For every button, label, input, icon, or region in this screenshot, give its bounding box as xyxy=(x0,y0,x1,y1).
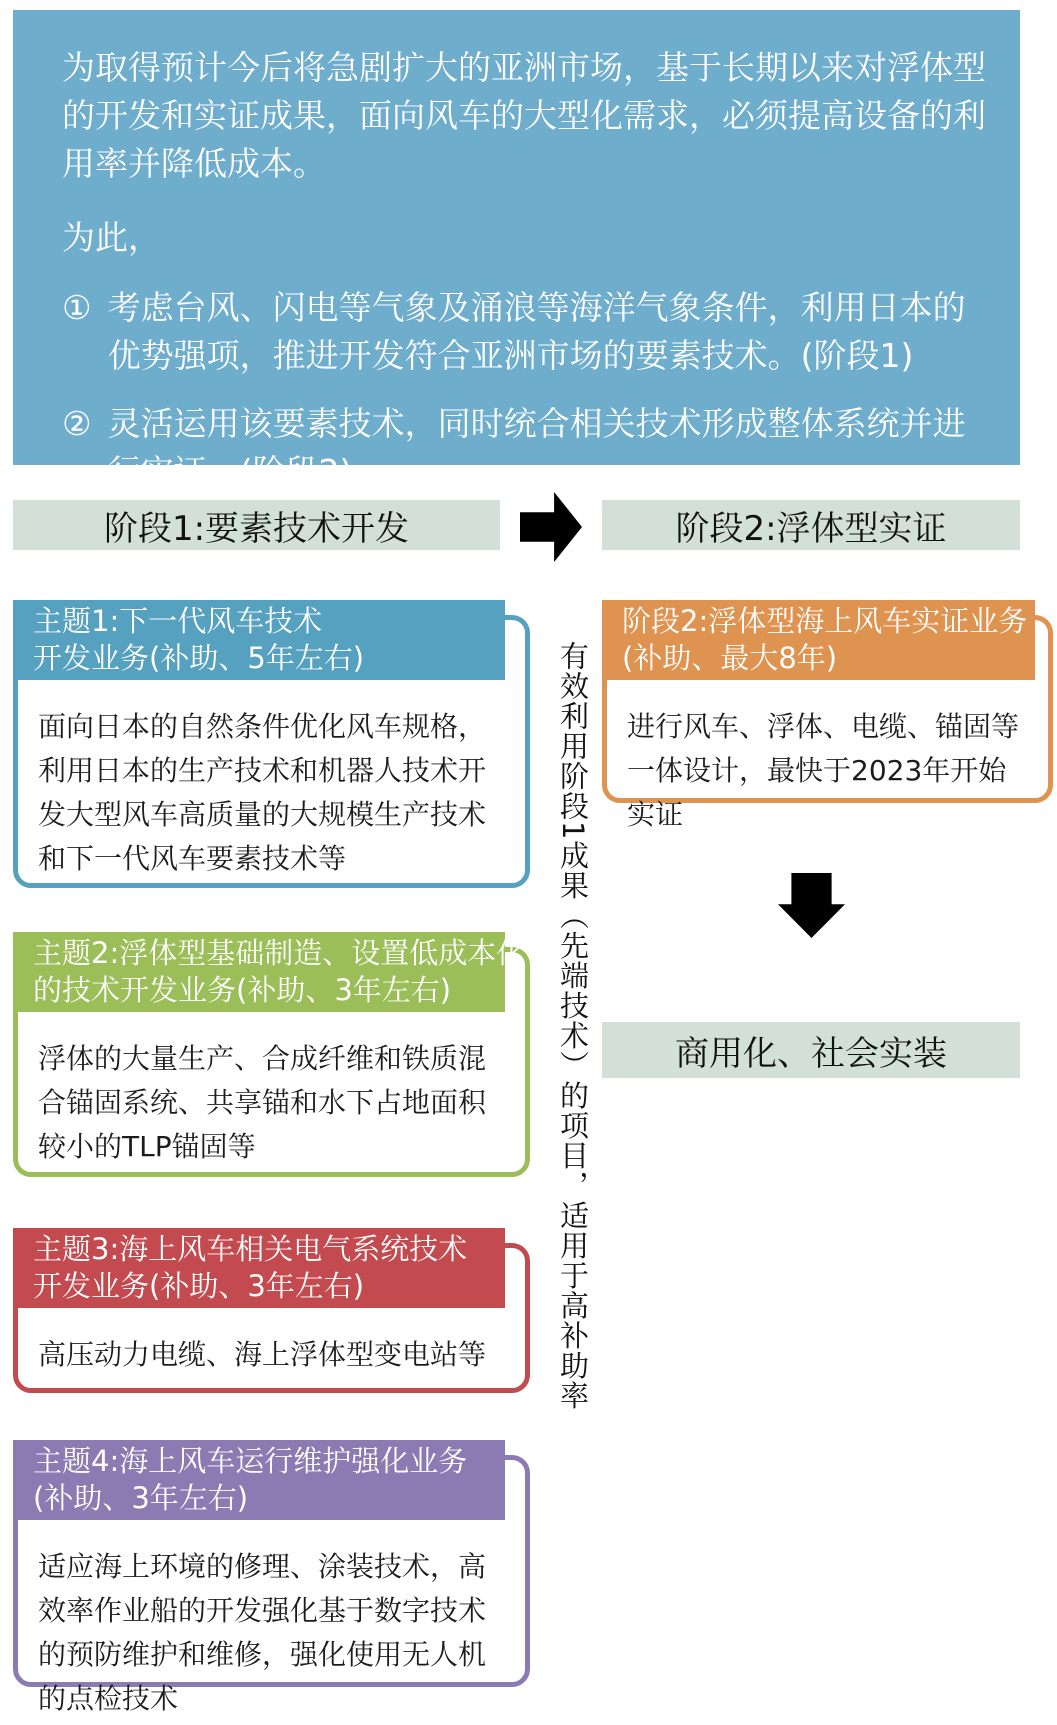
topic3-title-line1: 主题3:海上风车相关电气系统技术 xyxy=(33,1232,468,1266)
topic3-header xyxy=(13,1228,505,1308)
topic2-body: 浮体的大量生产、合成纤维和铁质混合锚固系统、共享锚和水下占地面积较小的TLP锚固等 xyxy=(38,1042,487,1163)
phase2-header-bar xyxy=(602,500,1020,550)
topic2-title-line2: 的技术开发业务(补助、3年左右) xyxy=(33,973,452,1007)
topic1-body: 面向日本的自然条件优化风车规格，利用日本的生产技术和机器人技术开发大型风车高质量的大规模生产技术和下一代风车要素技术等 xyxy=(38,710,487,875)
topic1-title-line1: 主题1:下一代风车技术 xyxy=(33,604,323,638)
phase2-demo-header xyxy=(602,600,1035,680)
phase2-header-label: 阶段2:浮体型实证 xyxy=(675,508,947,549)
topic1-box xyxy=(13,600,530,888)
topic4-body: 适应海上环境的修理、涂装技术，高效率作业船的开发强化基于数字技术的预防维护和维修，强化使用无人机的点检技术 xyxy=(38,1550,487,1715)
vertical-note: 有效利用阶段1成果（先端技术）的项目，适用于高补助率 xyxy=(556,641,590,1411)
topic1-title-line2: 开发业务(补助、5年左右) xyxy=(33,641,365,675)
topic2-box xyxy=(13,932,530,1177)
intro-item-2-text: 灵活运用该要素技术，同时统合相关技术形成整体系统并进行实证。(阶段2) xyxy=(107,404,966,491)
topic2-title-line1: 主题2:浮体型基础制造、设置低成本化 xyxy=(33,936,526,970)
phase2-demo-body: 进行风车、浮体、电缆、锚固等一体设计，最快于2023年开始实证 xyxy=(627,710,1020,831)
topic4-header xyxy=(13,1440,505,1520)
phase1-header-bar xyxy=(13,500,500,550)
intro-lead-in: 为此， xyxy=(62,218,161,257)
right-arrow-icon xyxy=(520,492,582,562)
topic2-header xyxy=(13,932,526,1012)
phase1-header-label: 阶段1:要素技术开发 xyxy=(103,508,410,549)
phase2-demo-title-line2: (补助、最大8年) xyxy=(622,641,838,675)
topic3-box xyxy=(13,1228,530,1393)
phase2-demo-title-line1: 阶段2:浮体型海上风车实证业务 xyxy=(622,604,1028,638)
circled-1-marker: ① xyxy=(62,288,92,327)
intro-paragraph: 为取得预计今后将急剧扩大的亚洲市场，基于长期以来对浮体型的开发和实证成果，面向风车的大型化需求，必须提高设备的利用率并降低成本。 xyxy=(62,48,986,183)
topic1-header xyxy=(13,600,505,680)
intro-item-1-text: 考虑台风、闪电等气象及涌浪等海洋气象条件，利用日本的优势强项，推进开发符合亚洲市场的要素技术。(阶段1) xyxy=(107,288,966,375)
intro-item-1 xyxy=(62,284,990,380)
topic4-title-line1: 主题4:海上风车运行维护强化业务 xyxy=(33,1444,468,1478)
topic3-title-line2: 开发业务(补助、3年左右) xyxy=(33,1269,365,1303)
intro-box xyxy=(13,10,1020,491)
topic4-box xyxy=(13,1440,530,1715)
commercialization-label: 商用化、社会实装 xyxy=(675,1033,947,1074)
topic3-body: 高压动力电缆、海上浮体型变电站等 xyxy=(38,1338,487,1371)
circled-2-marker: ② xyxy=(62,404,92,443)
topic4-title-line2: (补助、3年左右) xyxy=(33,1481,249,1515)
phase2-demo-box xyxy=(602,600,1053,831)
commercialization-bar xyxy=(602,1022,1020,1078)
down-arrow-icon xyxy=(778,873,845,938)
intro-item-2 xyxy=(62,400,990,496)
